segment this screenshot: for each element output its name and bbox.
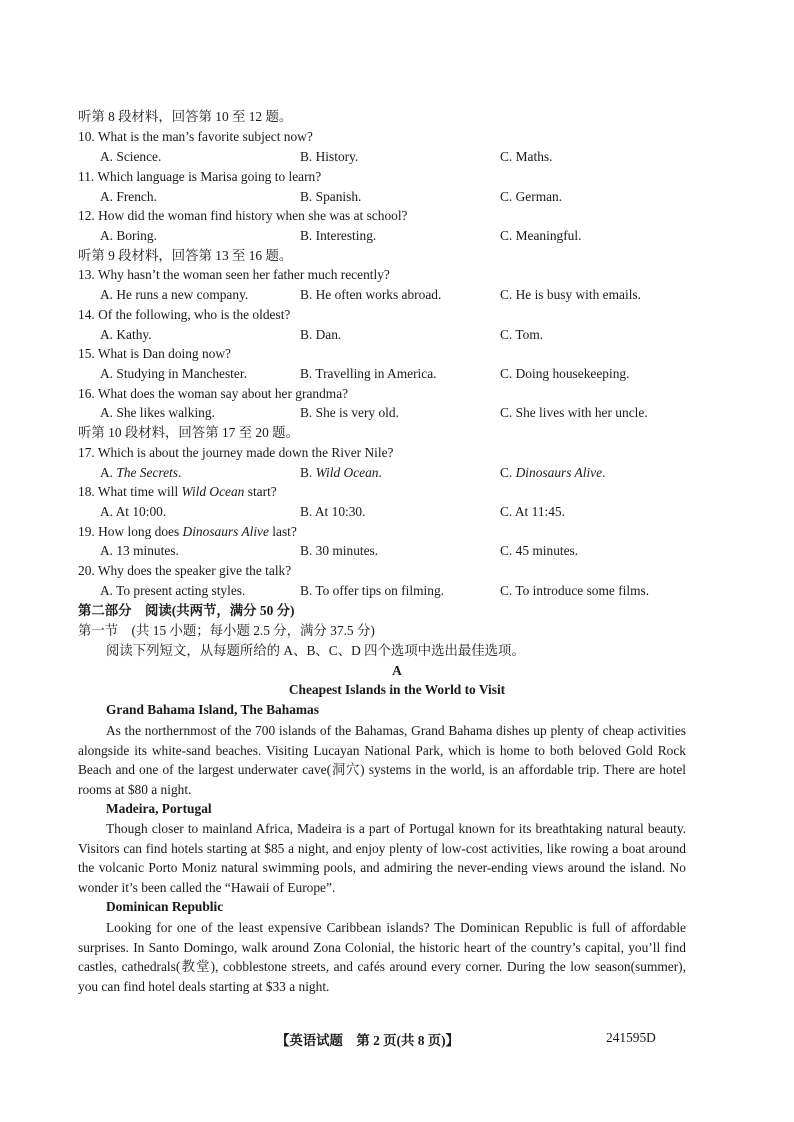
- paragraph-dominican: Looking for one of the least expensive Caribbean islands? The Dominican Republic is full of affordable surprises. In Santo Domingo, walk around Zona Colonial, the historic heart of the country’s capital, you’ll find castles, cathedrals(教堂), cobblestone streets, and cafés around every corner. During the low season(summer), you can find hotel deals starting at $33 a night.: [78, 920, 686, 995]
- question-13: 13. Why hasn’t the woman seen her father much recently?: [78, 267, 390, 282]
- paragraph-madeira: Though closer to mainland Africa, Madeira is a part of Portugal known for its breathtaking natural beauty. Visitors can find hotels starting at $85 a night, and enjoy plenty of low-cost activities, like rowing a boat around the volcanic Porto Moniz natural swimming pools, and admiring the never-ending views around the island. No wonder it’s been called the “Hawaii of Europe”.: [78, 821, 686, 896]
- section-heading-grand-bahama: Grand Bahama Island, The Bahamas: [106, 702, 319, 717]
- section-9-intro: 听第 9 段材料，回答第 13 至 16 题。: [78, 248, 293, 263]
- film-title: Wild Ocean: [181, 484, 245, 499]
- film-title: Wild Ocean: [315, 465, 379, 480]
- q14-option-b: B. Dan.: [300, 327, 342, 342]
- q20-option-b: B. To offer tips on filming.: [300, 583, 445, 598]
- section-heading-dominican: Dominican Republic: [106, 899, 224, 914]
- q16-option-c: C. She lives with her uncle.: [500, 405, 648, 420]
- section-8-intro: 听第 8 段材料，回答第 10 至 12 题。: [78, 109, 293, 124]
- q16-option-b: B. She is very old.: [300, 405, 399, 420]
- q20-option-a: A. To present acting styles.: [100, 583, 246, 598]
- question-19: 19. How long does Dinosaurs Alive last?: [78, 524, 297, 539]
- q17-option-b: B. Wild Ocean.: [300, 465, 382, 480]
- film-title: Dinosaurs Alive: [182, 524, 269, 539]
- film-title: The Secrets: [116, 465, 178, 480]
- q18-option-c: C. At 11:45.: [500, 504, 565, 519]
- page-footer-label: 【英语试题 第 2 页(共 8 页)】: [276, 1033, 459, 1048]
- section-heading-madeira: Madeira, Portugal: [106, 801, 212, 816]
- q13-option-c: C. He is busy with emails.: [500, 287, 641, 302]
- question-17: 17. Which is about the journey made down the River Nile?: [78, 445, 394, 460]
- question-10: 10. What is the man’s favorite subject now?: [78, 129, 313, 144]
- q11-option-b: B. Spanish.: [300, 189, 362, 204]
- question-11: 11. Which language is Marisa going to learn?: [78, 169, 322, 184]
- q18-option-b: B. At 10:30.: [300, 504, 366, 519]
- q10-option-c: C. Maths.: [500, 149, 553, 164]
- q17-option-a: A. The Secrets.: [100, 465, 182, 480]
- question-20: 20. Why does the speaker give the talk?: [78, 563, 292, 578]
- question-16: 16. What does the woman say about her grandma?: [78, 386, 349, 401]
- q14-option-a: A. Kathy.: [100, 327, 152, 342]
- q15-option-b: B. Travelling in America.: [300, 366, 437, 381]
- paragraph-grand-bahama: As the northernmost of the 700 islands of the Bahamas, Grand Bahama dishes up plenty of cheap activities alongside its white-sand beaches. Visiting Lucayan National Park, which is home to both beloved Gold Rock Beach and one of the largest underwater cave(洞穴) systems in the world, is an affordable trip. There are hotel rooms at $80 a night.: [78, 723, 686, 798]
- part-2-heading: 第二部分 阅读(共两节，满分 50 分): [78, 603, 295, 618]
- section-10-intro: 听第 10 段材料，回答第 17 至 20 题。: [78, 425, 299, 440]
- reading-instruction: 阅读下列短文，从每题所给的 A、B、C、D 四个选项中选出最佳选项。: [106, 643, 525, 658]
- q20-option-c: C. To introduce some films.: [500, 583, 650, 598]
- q16-option-a: A. She likes walking.: [100, 405, 215, 420]
- q10-option-a: A. Science.: [100, 149, 162, 164]
- question-15: 15. What is Dan doing now?: [78, 346, 231, 361]
- q12-option-c: C. Meaningful.: [500, 228, 582, 243]
- q19-option-b: B. 30 minutes.: [300, 543, 379, 558]
- q15-option-a: A. Studying in Manchester.: [100, 366, 247, 381]
- q15-option-c: C. Doing housekeeping.: [500, 366, 630, 381]
- film-title: Dinosaurs Alive: [515, 465, 603, 480]
- q12-option-b: B. Interesting.: [300, 228, 377, 243]
- q12-option-a: A. Boring.: [100, 228, 157, 243]
- q11-option-a: A. French.: [100, 189, 157, 204]
- q18-option-a: A. At 10:00.: [100, 504, 167, 519]
- q17-option-c: C. Dinosaurs Alive.: [500, 465, 606, 480]
- question-14: 14. Of the following, who is the oldest?: [78, 307, 291, 322]
- exam-code: 241595D: [606, 1030, 656, 1045]
- question-12: 12. How did the woman find history when she was at school?: [78, 208, 408, 223]
- question-18: 18. What time will Wild Ocean start?: [78, 484, 277, 499]
- q13-option-b: B. He often works abroad.: [300, 287, 442, 302]
- section-1-heading: 第一节 (共 15 小题；每小题 2.5 分，满分 37.5 分): [78, 623, 375, 638]
- passage-title: Cheapest Islands in the World to Visit: [288, 682, 506, 697]
- passage-letter: A: [392, 663, 402, 678]
- q13-option-a: A. He runs a new company.: [100, 287, 249, 302]
- q14-option-c: C. Tom.: [500, 327, 544, 342]
- q19-option-a: A. 13 minutes.: [100, 543, 179, 558]
- q11-option-c: C. German.: [500, 189, 563, 204]
- q10-option-b: B. History.: [300, 149, 359, 164]
- q19-option-c: C. 45 minutes.: [500, 543, 579, 558]
